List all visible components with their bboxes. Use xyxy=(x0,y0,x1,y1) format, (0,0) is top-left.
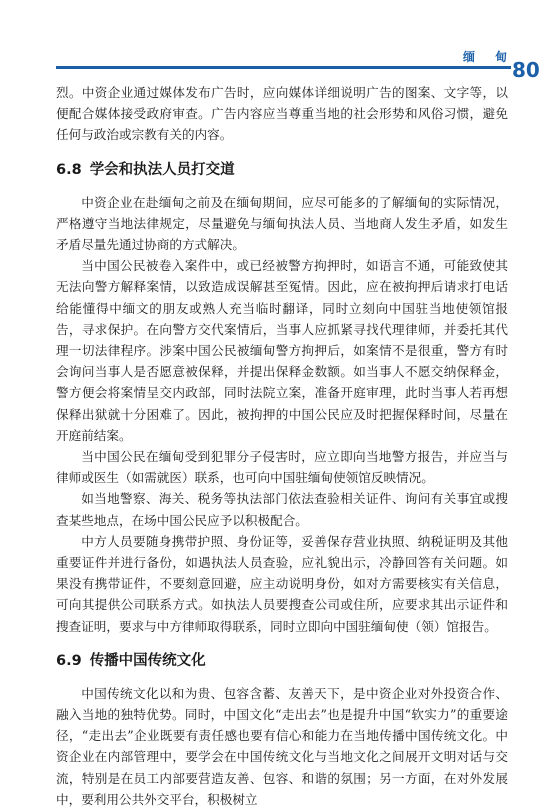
section-title: 传播中国传统文化 xyxy=(89,652,206,669)
paragraph: 当中国公民被卷入案件中，或已经被警方拘押时，如语言不通，可能致使其无法向警方解释案情，以致造成误解甚至冤情。因此，应在被拘押后请求打电话给能懂得中缅文的朋友或熟人充当临时翻译，同时立刻向中国驻当地使领馆报告，寻求保护。在向警方交代案情后，当事人应抓紧寻找代理律师，并委托其代理一切法律程序。涉案中国公民被缅甸警方拘押后，如案情不是很重，警方有时会询问当事人是否愿意被保释，并提出保释金数额。如当事人不愿交纳保释金，警方便会将案情呈交内政部，同时法院立案，准备开庭审理，此时当事人若再想保释出狱就十分困难了。因此，被拘押的中国公民应及时把握保释时间，尽量在开庭前结案。 xyxy=(56,258,508,443)
intro-paragraph: 烈。中资企业通过媒体发布广告时，应向媒体详细说明广告的图案、文字等，以便配合媒体接受政府审查。广告内容应当尊重当地的社会形势和风俗习惯，避免任何与政治或宗教有关的内容。 xyxy=(56,85,508,143)
paragraph: 当中国公民在缅甸受到犯罪分子侵害时，应立即向当地警方报告，并应当与律师或医生（如需就医）联系，也可向中国驻缅甸使领馆反映情况。 xyxy=(56,449,508,486)
section-number: 6.9 xyxy=(56,652,82,669)
page-content xyxy=(56,82,508,810)
section-title: 学会和执法人员打交道 xyxy=(89,161,235,178)
page-number: 80 xyxy=(512,58,540,82)
paragraph: 中资企业在赴缅甸之前及在缅甸期间，应尽可能多的了解缅甸的实际情况，严格遵守当地法律规定，尽量避免与缅甸执法人员、当地商人发生矛盾，如发生矛盾尽量先通过协商的方式解决。 xyxy=(56,194,508,253)
paragraph: 中国传统文化以和为贵、包容含蓄、友善天下，是中资企业对外投资合作、融入当地的独特优势。同时，中国文化“走出去”也是提升中国“软实力”的重要途径，“走出去”企业既要有责任感也要有信心和能力在当地传播中国传统文化。中资企业在内部管理中，要学会在中国传统文化与当地文化之间展开文明对话与交流，特别是在员工内部要营造友善、包容、和谐的氛围；另一方面，在对外发展中，要利用公共外交平台，积极树立 xyxy=(56,685,508,807)
section-number: 6.8 xyxy=(56,161,82,178)
section-heading-6-9 xyxy=(56,651,508,671)
section-heading-6-8 xyxy=(56,160,508,180)
header-rule xyxy=(56,66,511,69)
paragraph: 如当地警察、海关、税务等执法部门依法查验相关证件、询问有关事宜或搜查某些地点，在场中国公民应予以积极配合。 xyxy=(56,491,508,528)
paragraph: 中方人员要随身携带护照、身份证等，妥善保存营业执照、纳税证明及其他重要证件并进行备份，如遇执法人员查验，应礼貌出示，冷静回答有关问题。如果没有携带证件，不要刻意回避，应主动说明身份，如对方需要核实有关信息，可向其提供公司联系方式。如执法人员要搜查公司或住所，应要求其出示证件和搜查证明，要求与中方律师取得联系，同时立即向中国驻缅甸使（领）馆报告。 xyxy=(56,533,508,634)
running-header: 缅 甸 xyxy=(463,50,516,64)
